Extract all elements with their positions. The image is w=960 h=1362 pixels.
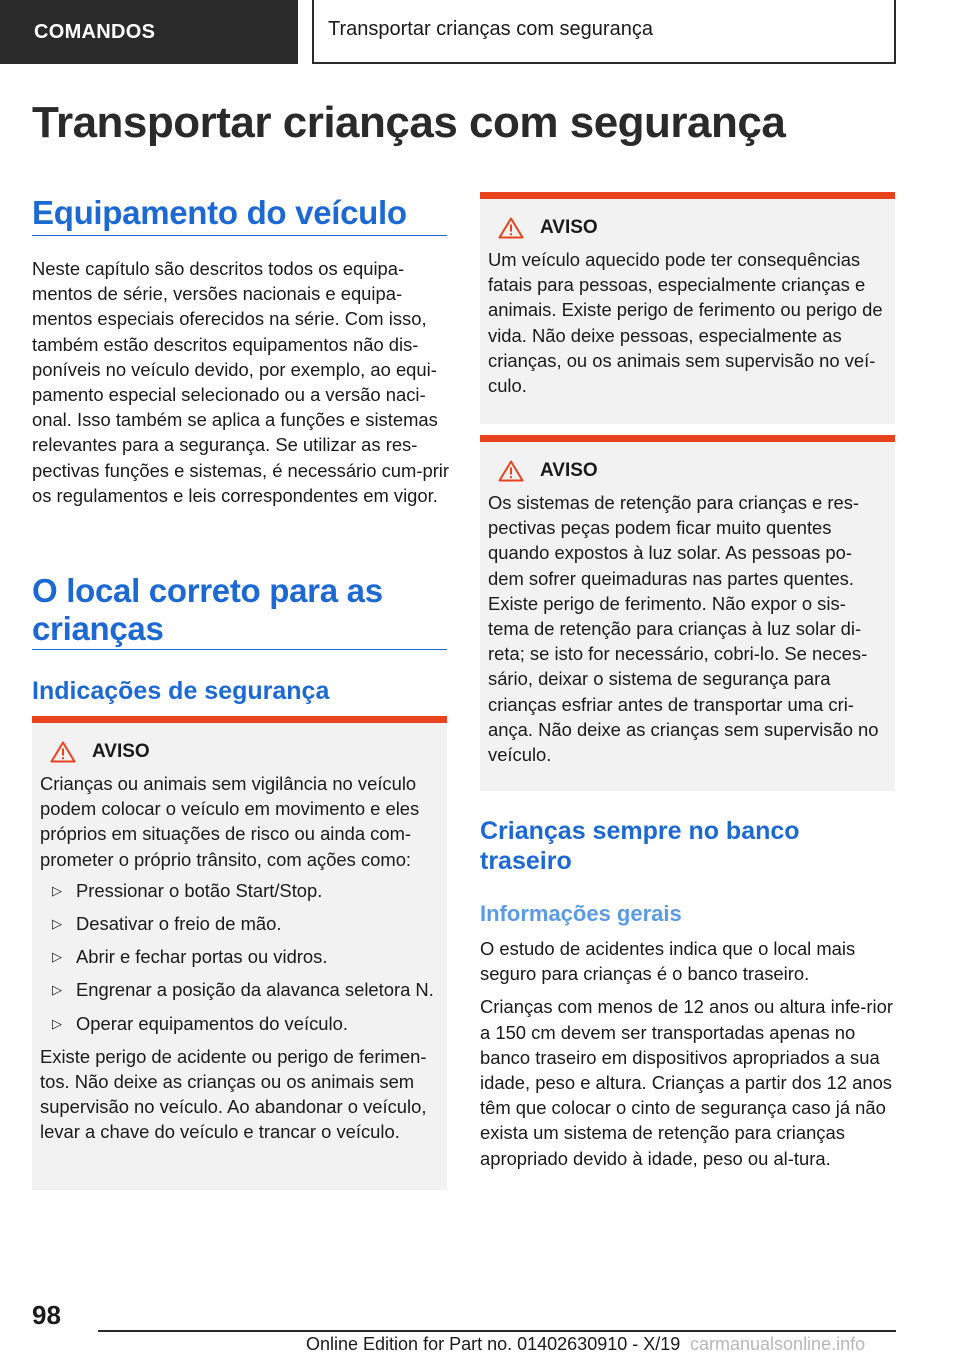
paragraph-equipamento bbox=[32, 256, 450, 516]
warning-bullet-list bbox=[40, 878, 435, 1036]
triangle-bullet-icon: ▷ bbox=[52, 949, 62, 965]
warning-header bbox=[40, 739, 435, 765]
warning-outro: Existe perigo de acidente ou perigo de ferimen-tos. Não deixe as crianças ou os animais sem supervisão no veículo. Ao abandonar o veículo, levar a chave do veículo e trancar o veículo. bbox=[40, 1045, 427, 1143]
warning-text: Um veículo aquecido pode ter consequências fatais para pessoas, especialmente crianças e animais. Existe perigo de ferimento ou perigo de vida. Não deixe pessoas, especialmente as crianças, ou os animais sem supervisão no veí-culo. bbox=[488, 249, 883, 397]
warning-intro: Crianças ou animais sem vigilância no veículo podem colocar o veículo em movimento e eles próprios em situações de risco ou ainda com-prometer o próprio trânsito, com ações como: bbox=[40, 773, 420, 870]
warning-box-heated-vehicle bbox=[480, 192, 895, 424]
triangle-bullet-icon: ▷ bbox=[52, 1015, 62, 1031]
warning-box-hot-parts bbox=[480, 435, 895, 791]
paragraph-text: O estudo de acidentes indica que o local mais seguro para crianças é o banco traseiro. bbox=[480, 938, 856, 985]
page-title: Transportar crianças com segurança bbox=[32, 98, 786, 147]
header-chapter-tab bbox=[312, 0, 896, 64]
warning-triangle-icon bbox=[50, 741, 76, 763]
list-item: ▷ Abrir e fechar portas ou vidros. bbox=[40, 944, 435, 969]
header-section-tab: COMANDOS bbox=[0, 0, 298, 64]
warning-triangle-icon bbox=[498, 217, 524, 239]
list-item: ▷ Pressionar o botão Start/Stop. bbox=[40, 878, 435, 903]
warning-header bbox=[488, 215, 883, 241]
warning-text: Os sistemas de retenção para crianças e res-pectivas peças podem ficar muito quentes quando expostos à luz solar. As pessoas po-dem sofrer queimaduras nas partes quentes. Existe perigo de ferimento. Não expor o sis-tema de retenção para crianças à luz solar di-reta; se isto for necessário, cobri-lo. Se neces-sário, deixar o sistema de segurança para crianças esfriar antes de transportar uma cri-ança. Não deixe as crianças sem supervisão no veículo. bbox=[488, 492, 879, 766]
triangle-bullet-icon: ▷ bbox=[52, 916, 62, 932]
footer-edition: Online Edition for Part no. 01402630910 - X/19 bbox=[306, 1334, 681, 1354]
paragraph-text: Crianças com menos de 12 anos ou altura infe-rior a 150 cm devem ser transportadas apenas no banco traseiro em dispositivos apropriados a sua idade, peso e altura. Crianças a partir dos 12 anos têm que colocar o cinto de segurança caso já não exista um sistema de retenção para crianças apropriado devido à idade, peso ou al-tura. bbox=[480, 996, 893, 1169]
page-number: 98 bbox=[32, 1300, 61, 1330]
list-item: ▷ Engrenar a posição da alavanca seletora N. bbox=[40, 977, 435, 1002]
warning-box-children-animals bbox=[32, 716, 447, 1190]
paragraph-informacoes bbox=[480, 936, 898, 1179]
paragraph-text: Neste capítulo são descritos todos os equipa-mentos de série, versões nacionais e equipa-mentos especiais oferecidos na série. Com isso, também estão descritos equipamentos não dis-poníveis no veículo devido, por exemplo, ao equi-pamento especial selecionado ou a versão naci-onal. Isso também se aplica a funções e sistemas relevantes para a segurança. Se utilizar as res-pectivas funções e sistemas, é necessário cum-prir os regulamentos e leis correspondentes em vigor. bbox=[32, 258, 450, 506]
triangle-bullet-icon: ▷ bbox=[52, 982, 62, 998]
heading-rule bbox=[32, 649, 447, 650]
heading-banco-traseiro: Crianças sempre no banco traseiro bbox=[480, 817, 800, 875]
warning-label: AVISO bbox=[92, 741, 150, 762]
heading-equipamento: Equipamento do veículo bbox=[32, 194, 407, 231]
watermark: carmanualsonline.info bbox=[690, 1334, 866, 1354]
warning-triangle-icon bbox=[498, 460, 524, 482]
heading-indicacoes: Indicações de segurança bbox=[32, 677, 330, 705]
heading-informacoes-gerais: Informações gerais bbox=[480, 901, 682, 926]
footer-rule bbox=[98, 1330, 896, 1332]
warning-label: AVISO bbox=[540, 217, 598, 238]
triangle-bullet-icon: ▷ bbox=[52, 882, 62, 898]
warning-label: AVISO bbox=[540, 460, 598, 481]
heading-rule bbox=[32, 235, 447, 236]
heading-local-correto: O local correto para as crianças bbox=[32, 572, 383, 647]
warning-header bbox=[488, 458, 883, 484]
list-item: ▷ Operar equipamentos do veículo. bbox=[40, 1011, 435, 1036]
header-chapter-title: Transportar crianças com segurança bbox=[328, 18, 653, 40]
list-item: ▷ Desativar o freio de mão. bbox=[40, 911, 435, 936]
